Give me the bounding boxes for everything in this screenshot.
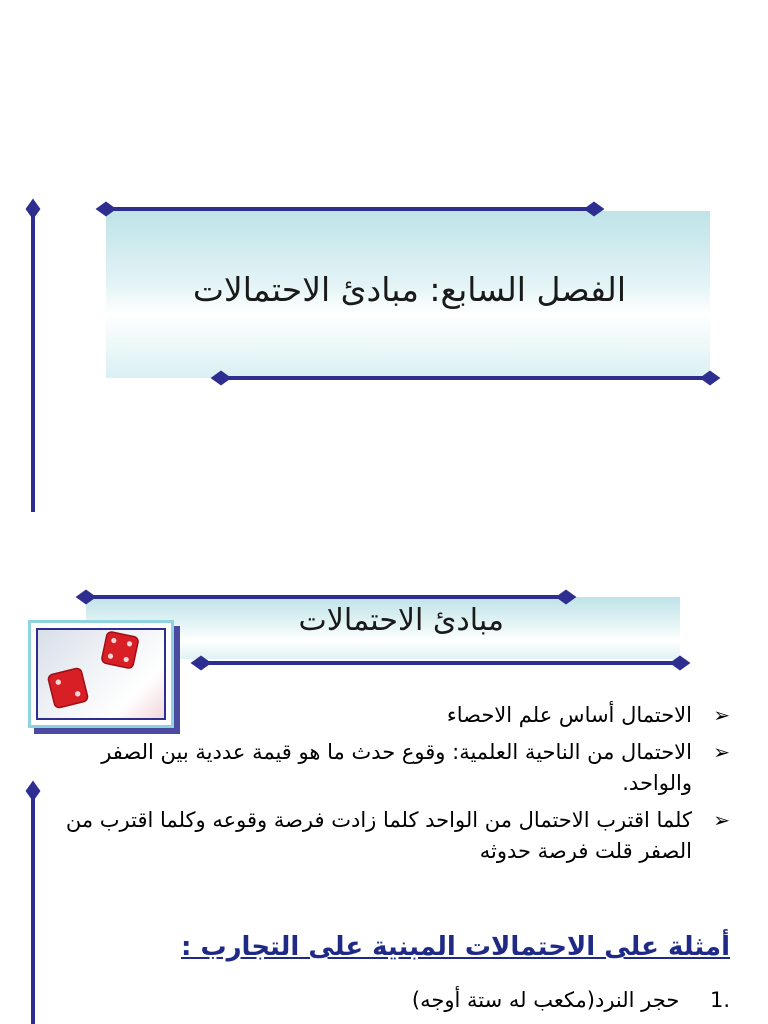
bullet-text: الاحتمال أساس علم الاحصاء	[446, 703, 692, 727]
arrow-bullet-icon: ➢	[713, 703, 730, 727]
list-item	[230, 984, 730, 1016]
list-item	[40, 700, 730, 731]
arrow-bullet-icon: ➢	[713, 808, 730, 832]
bullet-text: كلما اقترب الاحتمال من الواحد كلما زادت فرصة وقوعه وكلما اقترب من الصفر قلت فرصة حدوثه	[65, 808, 692, 863]
slide-title: مبادئ الاحتمالات	[298, 603, 504, 638]
bullet-text: الاحتمال من الناحية العلمية: وقوع حدث ما هو قيمة عددية بين الصفر والواحد.	[101, 740, 692, 795]
line-diamond	[587, 204, 601, 214]
list-item	[40, 805, 730, 867]
line-diamond	[559, 592, 573, 602]
line-diamond	[214, 373, 228, 383]
line-diamond	[194, 658, 208, 668]
line-diamond	[99, 204, 113, 214]
line-diamond	[28, 202, 38, 216]
item-text: حجر النرد(مكعب له ستة أوجه)	[411, 988, 680, 1012]
content-slide	[0, 512, 768, 1024]
line-diamond	[703, 373, 717, 383]
line-diamond	[28, 784, 38, 798]
slide-title: الفصل السابع: مبادئ الاحتمالات	[192, 270, 626, 309]
line-diamond	[673, 658, 687, 668]
list-item	[40, 737, 730, 799]
bullet-list	[40, 700, 730, 873]
examples-heading: أمثلة على الاحتمالات المبنية على التجارب :	[181, 932, 730, 962]
arrow-bullet-icon: ➢	[713, 740, 730, 764]
numbered-list	[230, 984, 730, 1016]
item-number: .1	[709, 988, 730, 1012]
line-diamond	[79, 592, 93, 602]
